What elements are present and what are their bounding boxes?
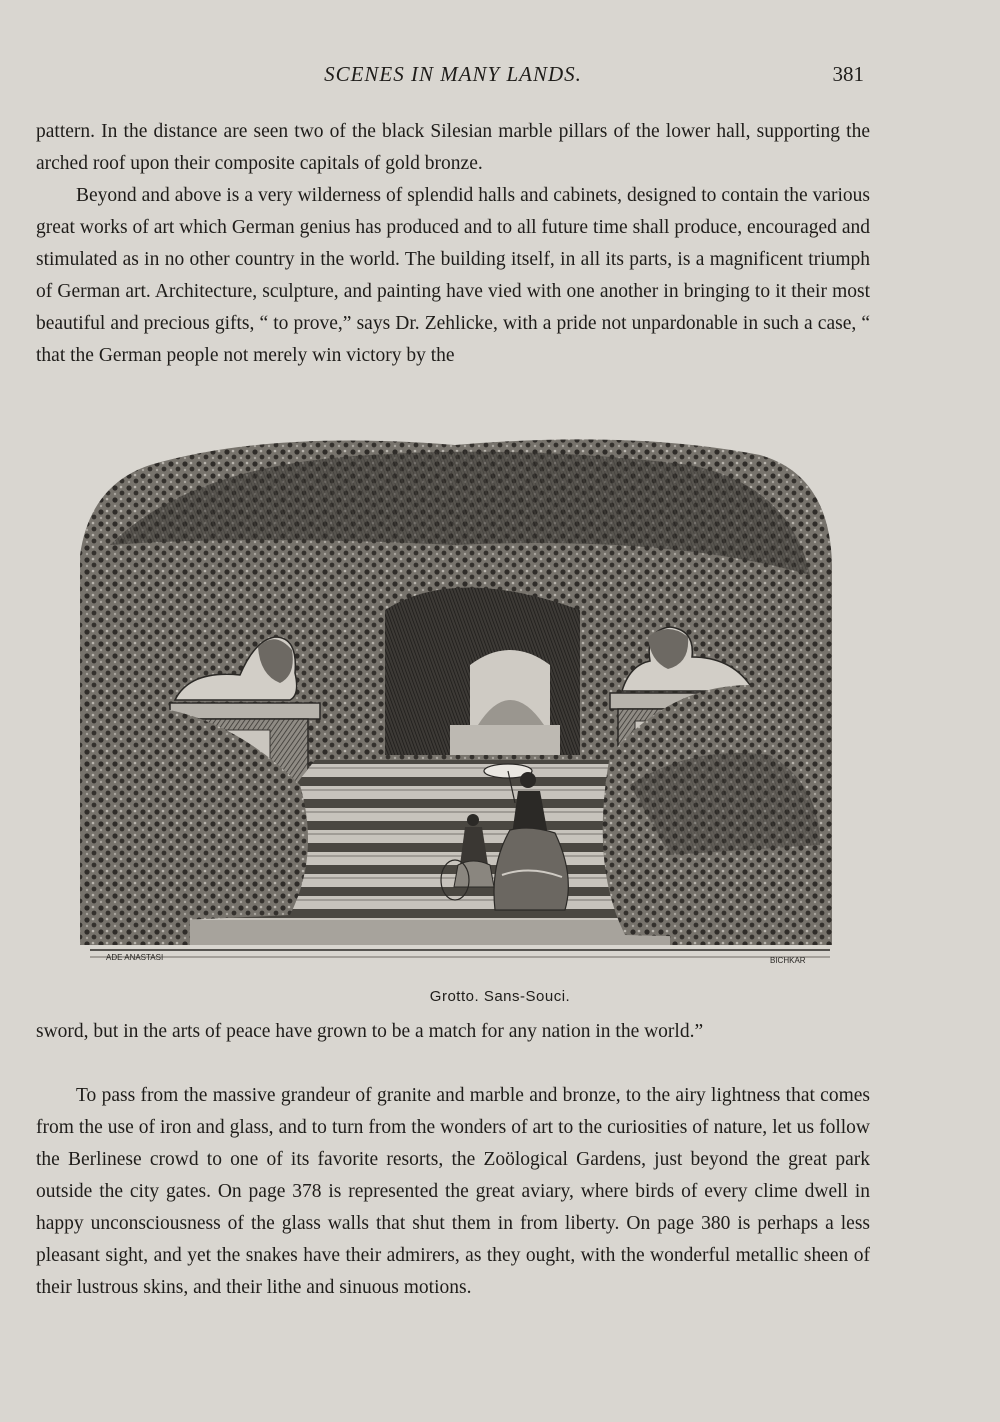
paragraph-3: sword, but in the arts of peace have grown to be a match for any nation in the world.”	[36, 1021, 704, 1042]
engraver-signature-right: BICHKAR	[770, 956, 806, 965]
running-title: SCENES IN MANY LANDS.	[324, 62, 582, 86]
paragraph-1: pattern. In the distance are seen two of the black Silesian marble pillars of the lower hall, supporting the arched roof upon their composite capitals of gold bronze.	[36, 121, 870, 174]
page-number: 381	[832, 62, 864, 86]
page-header	[36, 62, 870, 92]
figure-caption: Grotto. Sans-Souci.	[429, 988, 571, 1005]
paragraph-4: To pass from the massive grandeur of granite and marble and bronze, to the airy lightness that comes from the use of iron and glass, and to turn from the wonders of art to the curiosities of nature, let us follow the Berlinese crowd to one of its favorite resorts, the Zoölogical Gardens, just beyond the great park outside the city gates. On page 378 is represented the great aviary, where birds of every clime dwell in happy unconsciousness of the glass walls that shut them in from liberty. On page 380 is perhaps a less pleasant sight, and yet the snakes have their admirers, as they ought, with the wonderful metallic sheen of their lustrous skins, and their lithe and sinuous motions.	[36, 1085, 870, 1298]
engraver-signature-left: ADE ANASTASI	[106, 953, 164, 962]
paragraph-2: Beyond and above is a very wilderness of splendid halls and cabinets, designed to contain the various great works of art which German genius has produced and to all future time shall produce, encouraged and stimulated as in no other country in the world. The building itself, in all its parts, is a magnificent triumph of German art. Architecture, sculpture, and painting have vied with one another in bringing to it their most beautiful and precious gifts, “ to prove,” says Dr. Zehlicke, with a pride not unpardonable in such a case, “ that the German people not merely win victory by the	[36, 185, 870, 366]
grotto-engraving	[70, 425, 840, 985]
